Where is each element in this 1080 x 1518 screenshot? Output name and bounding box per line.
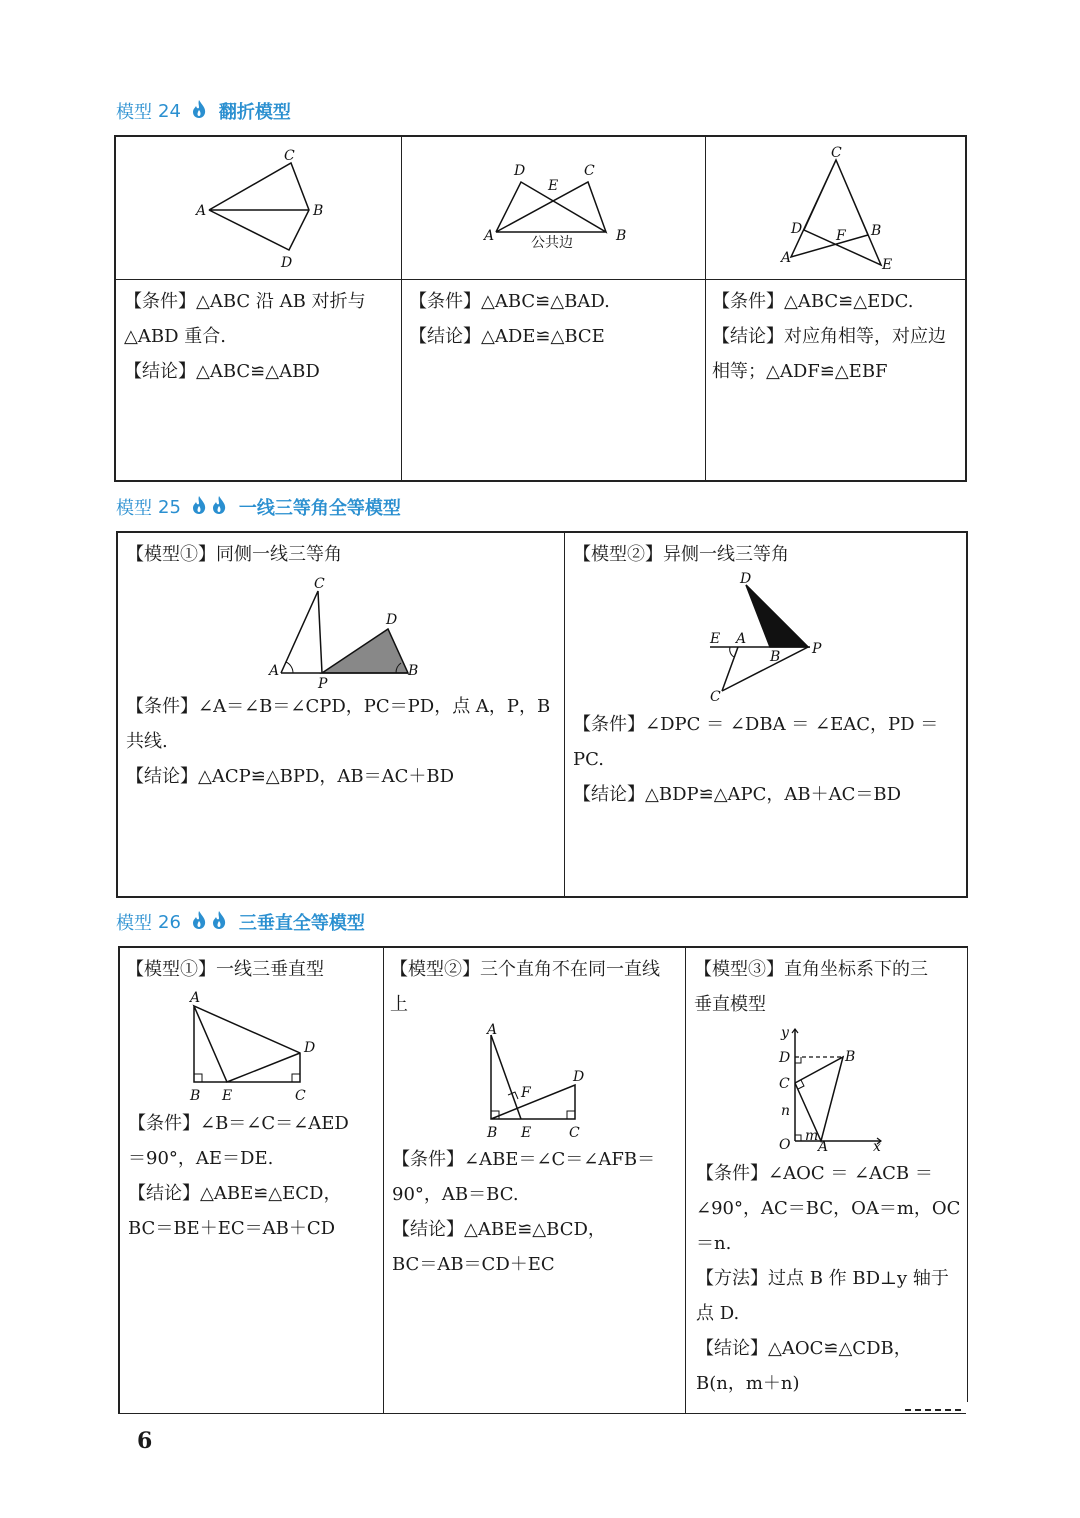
point-label-b: B — [313, 203, 324, 219]
point-label-p: P — [812, 641, 822, 657]
model-26-cell-1-text — [128, 1106, 382, 1246]
segment-label-m: m — [805, 1128, 819, 1144]
text-line: BC＝BE＋EC＝AB＋CD — [128, 1218, 336, 1239]
point-label-c: C — [284, 148, 295, 164]
text-line: B(n，m＋n) — [696, 1373, 800, 1394]
figure-three-right-angles — [475, 1023, 605, 1143]
figure-coordinate-three-perpendicular — [765, 1023, 895, 1153]
figure-fold-kite — [176, 145, 356, 275]
model-24-table — [114, 135, 967, 482]
point-label-a: A — [269, 663, 280, 679]
figure-one-line-three-perpendicular — [180, 988, 330, 1108]
cell-heading: 【模型②】三个直角不在同一直线 — [390, 959, 660, 980]
flame-icon — [191, 495, 207, 520]
point-label-d: D — [281, 255, 293, 271]
point-label-a: A — [818, 1139, 829, 1155]
point-label-a: A — [190, 990, 201, 1006]
model-24-cell-1-text — [124, 284, 400, 389]
model-26-cell-1-heading — [126, 952, 381, 987]
figure-common-side — [476, 157, 646, 257]
point-label-b: B — [871, 223, 882, 239]
point-label-d: D — [304, 1040, 316, 1056]
figure-rotated-triangles — [776, 145, 916, 275]
section-name: 三垂直全等模型 — [238, 913, 365, 934]
point-label-c: C — [779, 1076, 790, 1092]
section-26-title — [116, 909, 365, 935]
text-line: 【结论】△BDP≌△APC，AB＋AC＝BD — [573, 784, 902, 805]
text-line: 【条件】∠DPC ＝ ∠DBA ＝ ∠EAC，PD ＝ — [573, 714, 939, 735]
point-label-a: A — [196, 203, 207, 219]
point-label-o: O — [779, 1137, 791, 1153]
section-label: 模型 — [116, 913, 152, 934]
text-line: 共线. — [126, 731, 168, 752]
cell-heading: 【模型①】同侧一线三等角 — [126, 544, 342, 565]
text-line: 点 D. — [696, 1303, 740, 1324]
text-line: 【结论】对应角相等，对应边 — [712, 326, 946, 347]
section-number: 24 — [158, 100, 181, 122]
point-label-e: E — [521, 1125, 532, 1141]
point-label-b: B — [770, 649, 781, 665]
text-line: ＝n. — [696, 1233, 732, 1254]
point-label-a: A — [487, 1022, 498, 1038]
point-label-b: B — [408, 663, 419, 679]
figure-opposite-side-three-angles — [698, 573, 828, 708]
point-label-p: P — [318, 676, 328, 692]
segment-label-n: n — [781, 1103, 791, 1119]
text-line: 【条件】∠B＝∠C＝∠AED — [128, 1113, 349, 1134]
model-26-cell-3-heading — [694, 952, 964, 1022]
section-label: 模型 — [116, 102, 152, 123]
point-label-e: E — [548, 178, 559, 194]
point-label-d: D — [779, 1050, 791, 1066]
point-label-b: B — [845, 1049, 856, 1065]
text-line: 【结论】△ABC≌△ABD — [124, 361, 320, 382]
section-name: 翻折模型 — [218, 102, 291, 123]
model-25-cell-2-heading — [573, 537, 963, 572]
model-25-cell-1-text — [126, 689, 562, 794]
text-line: 【结论】△ABE≌△ECD， — [128, 1183, 342, 1204]
text-line: 【方法】过点 B 作 BD⊥y 轴于 — [696, 1268, 949, 1289]
text-line: 【结论】△ACP≌△BPD，AB＝AC＋BD — [126, 766, 455, 787]
axis-label-x: x — [873, 1139, 881, 1155]
text-line: 【结论】△AOC≌△CDB， — [696, 1338, 912, 1359]
text-line: △ABD 重合. — [124, 326, 226, 347]
point-label-d: D — [514, 163, 526, 179]
section-25-title — [116, 494, 401, 520]
point-label-c: C — [314, 576, 325, 592]
flame-icon — [211, 495, 227, 520]
section-24-title — [116, 98, 291, 124]
point-label-b: B — [487, 1125, 498, 1141]
point-label-c: C — [831, 145, 842, 161]
point-label-f: F — [521, 1085, 531, 1101]
point-label-e: E — [222, 1088, 233, 1104]
point-label-c: C — [710, 689, 721, 705]
point-label-d: D — [791, 221, 803, 237]
common-side-caption: 公共边 — [531, 235, 573, 251]
point-label-e: E — [710, 631, 721, 647]
point-label-d: D — [740, 571, 752, 587]
text-line: 【条件】△ABC≌△EDC. — [712, 291, 914, 312]
point-label-b: B — [616, 228, 627, 244]
model-24-cell-3-text — [712, 284, 966, 389]
cell-heading: 垂直模型 — [694, 994, 766, 1015]
section-label: 模型 — [116, 498, 152, 519]
section-name: 一线三等角全等模型 — [238, 498, 401, 519]
text-line: BC＝AB＝CD＋EC — [392, 1254, 555, 1275]
text-line: 【条件】∠AOC ＝ ∠ACB ＝ — [696, 1163, 933, 1184]
point-label-e: E — [882, 257, 893, 273]
axis-label-y: y — [781, 1025, 789, 1041]
flame-icon — [191, 910, 207, 935]
section-number: 25 — [158, 496, 181, 518]
point-label-b: B — [190, 1088, 201, 1104]
text-line: 【条件】△ABC≌△BAD. — [409, 291, 610, 312]
point-label-d: D — [573, 1069, 585, 1085]
text-line: 【结论】△ABE≌△BCD， — [392, 1219, 606, 1240]
point-label-c: C — [569, 1125, 580, 1141]
cell-heading: 【模型③】直角坐标系下的三 — [694, 959, 928, 980]
point-label-a: A — [484, 228, 495, 244]
figure-same-side-three-angles — [266, 573, 426, 692]
flame-icon — [191, 99, 207, 124]
text-line: 【结论】△ADE≌△BCE — [409, 326, 605, 347]
text-line: ＝90°，AE＝DE. — [128, 1148, 274, 1169]
text-line: PC. — [573, 749, 604, 770]
point-label-d: D — [386, 612, 398, 628]
text-line: ∠90°，AC＝BC，OA＝m，OC — [696, 1198, 961, 1219]
point-label-a: A — [736, 631, 747, 647]
model-26-cell-2-heading — [390, 952, 682, 1022]
model-26-cell-2-text — [392, 1142, 682, 1282]
cell-heading: 【模型②】异侧一线三等角 — [573, 544, 789, 565]
cell-heading: 【模型①】一线三垂直型 — [126, 959, 324, 980]
text-line: 【条件】△ABC 沿 AB 对折与 — [124, 291, 366, 312]
model-25-cell-1-heading — [126, 537, 562, 572]
flame-icon — [211, 910, 227, 935]
model-25-table — [116, 531, 968, 898]
model-26-table — [118, 946, 968, 1414]
dashed-edge-decoration — [905, 1400, 967, 1414]
cell-heading: 上 — [390, 994, 408, 1015]
text-line: 90°，AB＝BC. — [392, 1184, 519, 1205]
point-label-c: C — [584, 163, 595, 179]
model-25-cell-2-text — [573, 707, 965, 812]
text-line: 【条件】∠A＝∠B＝∠CPD，PC＝PD，点 A，P，B — [126, 696, 551, 717]
model-24-cell-2-text — [409, 284, 701, 354]
model-26-cell-3-text — [696, 1156, 966, 1401]
point-label-f: F — [836, 228, 846, 244]
text-line: 【条件】∠ABE＝∠C＝∠AFB＝ — [392, 1149, 656, 1170]
point-label-a: A — [781, 250, 792, 266]
text-line: 相等；△ADF≌△EBF — [712, 361, 888, 382]
section-number: 26 — [158, 911, 181, 933]
point-label-c: C — [295, 1088, 306, 1104]
page-number: 6 — [137, 1428, 153, 1454]
